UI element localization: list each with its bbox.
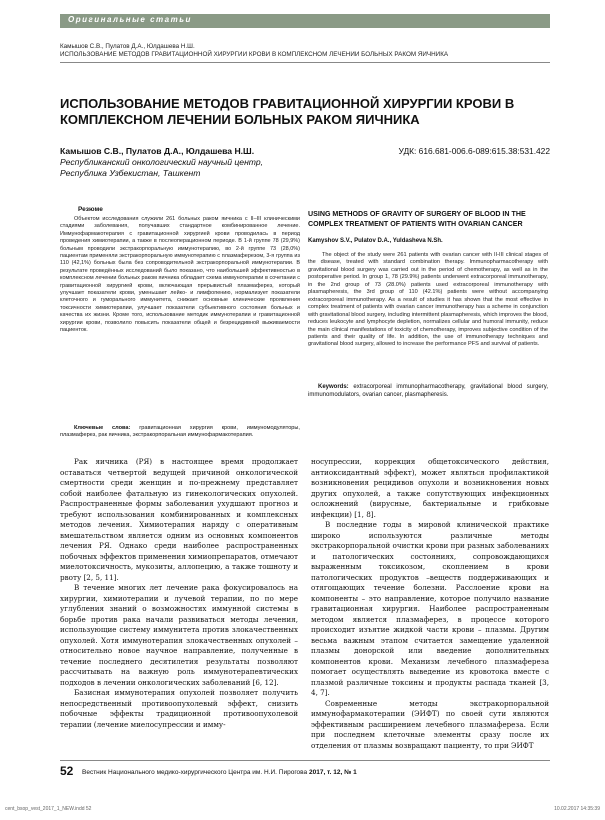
affiliation-line-2: Республика Узбекистан, Ташкент xyxy=(60,168,201,178)
body-paragraph: носупрессии, коррекция общетоксического действия, антиоксидантный эффект), может являться профилактикой возникновения рецидивов опухоли и возникновения новых других опухолей, а также сопутствующих инфекционных осложнений (вирусные, бактериальные и грибковые инфекции) [1, 8]. xyxy=(311,457,549,519)
keywords-ru-label: Ключевые слова: xyxy=(74,425,131,431)
abstract-en-authors: Kamyshov S.V., Pulatov D.A., Yuldasheva N.Sh. xyxy=(308,238,443,244)
affiliation-line-1: Республиканский онкологический научный центр, xyxy=(60,157,264,167)
page-number: 52 xyxy=(60,764,74,778)
body-paragraph: В течение многих лет лечение рака фокусировалось на хирургии, химиотерапии и лучевой терапии, по по мере углубления знаний о возможностях иммунной системы в борьбе против рака начали развиваться методы лечения, использующие систему иммунитета против злокачественных опухолей. Хотя иммунотерапия злокачественных опухолей – относительно новое научное направление, полученные в течение последнего десятилетия результаты позволяют рассчитывать на важную роль иммунотерапевтических подходов в лечении онкологических заболеваний [6, 12]. xyxy=(60,583,298,687)
section-banner xyxy=(60,14,550,28)
udk-code: УДК: 616.681-006.6-089:615.38:531.422 xyxy=(398,146,550,156)
keywords-en-label: Keywords: xyxy=(318,384,349,390)
body-paragraph: Рак яичника (РЯ) в настоящее время продолжает оставаться четвертой ведущей причиной онкологической смертности среди женщин и по-прежнему представляет собой наиболее фатальную из гинекологических опухолей. Распространенные формы заболевания ухудшают прогноз и требуют использования комбинированных и комплексных методов лечения. Химиотерапия наряду с оперативным вмешательством является одним из основных компонентов лечения РЯ. Однако среди наиболее распространенных побочных эффектов применения химиопрепаратов, отмечают миелотоксичность, мукозиты, аллопецию, а также тошноту и рвоту [2, 5, 11]. xyxy=(60,457,298,582)
keywords-en xyxy=(308,384,548,399)
journal-name: Вестник Национального медико-хирургического Центра им. Н.И. Пирогова xyxy=(82,769,308,776)
running-header-title: ИСПОЛЬЗОВАНИЕ МЕТОДОВ ГРАВИТАЦИОННОЙ ХИРУРГИИ КРОВИ В КОМПЛЕКСНОМ ЛЕЧЕНИИ БОЛЬНЫХ РАКОМ ЯИЧНИКА xyxy=(60,51,449,58)
body-column-right xyxy=(311,457,549,751)
body-paragraph: Современные методы экстракорпоральной иммунофармакотерапии (ЭИФТ) по своей сути являются эффективным расширением лечебного плазмафереза. Если при последнем клеточные элементы сразу после их отделения от плазмы возвращают пациенту, то при ЭИФТ xyxy=(311,698,549,750)
abstract-ru-text: Объектом исследования служили 261 больных раком яичника с II–III клиническими стадиями заболевания, получавших стандартное комбинированное лечение. Иммунофармакотерапия с гравитационной хирургией крови проводилась в период проведения химиотерапии, а также в послеоперационном периоде. В 1-й группе 78 (29,9%) больным проводили экстракорпоральную иммунотерапию, во 2-й группе 73 (28,0%) пациентам применяли экстракорпоральную иммунотерапию с плазмаферезом, 3-я группа из 110 (42,1%) больных была без сопроводительной экстракорпоральной иммунотерапии. В результате проведённых исследований было показано, что наибольшей эффективностью в комплексном лечении больных раком яичника обладает схема иммунотерапии в сочетании с гравитационной хирургией крови, включающая прерывистый плазмаферез, который улучшает показатели крови, уменьшает лейко- и лимфопению, нормализует показатели клеточного и гуморального иммунитета, снижает основные клинические проявления токсичности химиотерапии, улучшает показатели субъективного состояния больных и качества их жизни. Кроме того, использование методик иммунотерапии и гравитационной хирургии крови, позволило повысить показатели общей и безрецидивной выживаемости пациенток. xyxy=(60,216,300,334)
abstract-en-title: USING METHODS OF GRAVITY OF SURGERY OF BLOOD IN THE COMPLEX TREATMENT OF PATIENTS WITH OVARIAN CANCER xyxy=(308,210,526,228)
article-authors: Камышов С.В., Пулатов Д.А., Юлдашева Н.Ш. xyxy=(60,146,255,156)
body-column-left xyxy=(60,457,298,730)
journal-issue: 2017, т. 12, № 1 xyxy=(308,769,357,776)
abstract-ru-heading: Резюме xyxy=(78,206,103,213)
body-paragraph: Базисная иммунотерапия опухолей позволяет получить непосредственный противоопухолевый эффект, снизить побочные эффекты традиционной противоопухолевой терапии (лечение миелосупрессии и имму- xyxy=(60,688,298,729)
journal-footer xyxy=(82,769,357,776)
print-slug-file: cent_bsop_vest_2017_1_NEW.indd 52 xyxy=(5,806,92,812)
section-banner-label: Оригинальные статьи xyxy=(68,15,192,24)
footer-divider xyxy=(60,760,550,761)
keywords-en-values: extracorporeal immunopharmacotherapy, gravitational blood surgery, immunomodulators, ovarian cancer, plasmapheresis. xyxy=(308,384,548,398)
body-paragraph: В последние годы в мировой клинической практике широко используются различные методы экстракорпоральной очистки крови при разных заболеваниях и патологических состояниях, сопровождающихся выраженным токсикозом, скоплением в крови патологических продуктов –веществ поддерживающих и отягощающих течение болезни. Расслоение крови на компоненты – это направление, которое получило название гравитационная хирургия. Наиболее распространенным методом является плазмаферез, в процессе которого происходит изъятие жидкой части крови – плазмы. Другим весьма важным этапом считается замещение удаленной плазмы донорской или введение дополнительных компонентов крови. Механизм лечебного плазмафереза помогает осуществлять выведение из кровотока вместе с плазмой различные токсины и продукты распада тканей [3, 4, 7]. xyxy=(311,520,549,697)
running-header-authors: Камышов С.В., Пулатов Д.А., Юлдашева Н.Ш. xyxy=(60,43,195,50)
abstract-en-text: The object of the study were 261 patients with ovarian cancer with II-III clinical stages of the disease, treated with standard combination therapy. Immunopharmacotherapy with gravitational blood surgery was carried out in the period of chemotherapy, as well as in the postoperative period. In group 1, 78 (29.9%) patients underwent extracorporeal immunotherapy, in the 2nd group of 73 (28.0%) patients used extracorporeal immunotherapy with plasmapheresis, the 3rd group of 110 (42.1%) patients were without accompanying extracorporeal immunotherapy. As a result of studies it has shown that the most effective in complex treatment of patients with ovarian cancer immunotherapy has a scheme in conjunction with gravitational blood surgery, including intermittent plasmapheresis, which improves the blood, reduces leukocyte and lymphocyte depletion, normalizes cellular and humoral immunity, reduce the main clinical manifestations of toxicity of chemotherapy, improves subjective condition of the patients and their quality of life. In addition, the use of immunotherapy techniques and gravitational blood surgery, allowed to increase the performance PFS and survival of patients. xyxy=(308,252,548,348)
header-divider xyxy=(60,62,550,63)
article-title: ИСПОЛЬЗОВАНИЕ МЕТОДОВ ГРАВИТАЦИОННОЙ ХИРУРГИИ КРОВИ В КОМПЛЕКСНОМ ЛЕЧЕНИИ БОЛЬНЫХ РАКОМ ЯИЧНИКА xyxy=(60,96,515,127)
keywords-ru-values: гравитационная хирургия крови, иммуномодуляторы, плазмаферез, рак яичника, экстракорпоральная иммунофармакотерапия. xyxy=(60,425,300,439)
print-slug-date: 10.02.2017 14:35:39 xyxy=(554,806,600,812)
keywords-ru xyxy=(60,425,300,440)
